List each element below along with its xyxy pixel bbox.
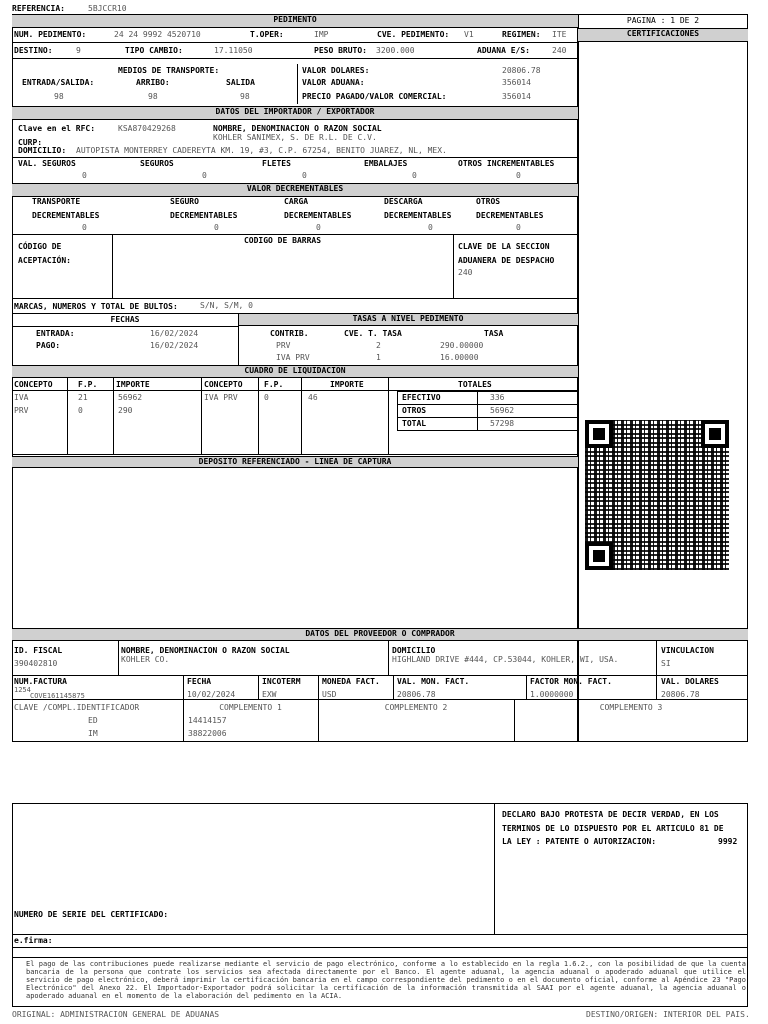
rfc-label: Clave en el RFC: (18, 124, 96, 133)
transporte-dec-label-2: DECREMENTABLES (32, 211, 100, 220)
fecha-pago-value: 16/02/2024 (150, 341, 199, 350)
aduana-value: 240 (552, 46, 567, 55)
precio-pagado-label: PRECIO PAGADO/VALOR COMERCIAL: (302, 92, 447, 101)
t-oper-label: T.OPER: (250, 30, 284, 39)
compl-row-1-clave: ED (88, 716, 98, 725)
embalajes-value: 0 (412, 171, 417, 180)
pedimento-title: PEDIMENTO (12, 14, 578, 28)
liq-header-importe-1: IMPORTE (116, 380, 150, 389)
id-fiscal-label: ID. FISCAL (14, 646, 63, 655)
liq-row-2-fp: 0 (78, 406, 83, 415)
arribo-value: 98 (148, 92, 158, 101)
seguro-dec-label: SEGURO (170, 197, 199, 206)
liq-row-2-concepto: PRV (14, 406, 29, 415)
fecha-entrada-value: 16/02/2024 (150, 329, 199, 338)
referencia-label: REFERENCIA: (12, 4, 65, 13)
decrementables-title: VALOR DECREMENTABLES (12, 183, 578, 197)
fletes-value: 0 (302, 171, 307, 180)
clave-seccion-label-2: ADUANERA DE DESPACHO (458, 256, 555, 265)
num-pedimento-label: NUM. PEDIMENTO: (14, 30, 87, 39)
fletes-label: FLETES (262, 159, 291, 168)
efirma-label: e.firma: (14, 936, 53, 945)
compl-header-3: COMPLEMENTO 3 (599, 703, 663, 712)
seguro-dec-label-2: DECREMENTABLES (170, 211, 238, 220)
marcas-value: S/N, S/M, 0 (200, 301, 253, 310)
tasas-header-tasa: TASA (484, 329, 504, 338)
proveedor-nombre-value: KOHLER CO. (121, 655, 170, 664)
factura-factor-value: 1.0000000 (530, 690, 574, 699)
tasas-row-1-cve: 2 (376, 341, 381, 350)
legal-notice: El pago de las contribuciones puede realizarse mediante el servicio de pago electrónico, conforme a lo establecido en la regla 1.6.2., con la posibilidad de que la cuenta bancaria de la persona que contrate los servicios sea afectada directamente por el Banco. El agente aduanal, la agencia aduanal o apoderado aduanal que utilice el servicio de pago electrónico, deberá imprimir la certificación bancaria en el campo correspondiente del pedimento o en el documento oficial, conforme al Apéndice 23 "Pago Electrónico" del Anexo 22. El Importador-Exportador podrá solicitar la certificación de la información transmitida al SAAI por el agente aduanal, la agencia aduanal o apoderado aduanal en el momento de la elaboración del pedimento en la ACIA. (26, 960, 746, 1000)
compl-header-2: COMPLEMENTO 2 (384, 703, 448, 712)
compl-header-1: COMPLEMENTO 1 (219, 703, 282, 712)
transporte-dec-value: 0 (82, 223, 87, 232)
factura-header-val-dolares: VAL. DOLARES (661, 677, 719, 686)
rfc-value: KSA870429268 (118, 124, 176, 133)
tasas-row-2-contrib: IVA PRV (276, 353, 310, 362)
seguros-value: 0 (202, 171, 207, 180)
tasas-row-2-tasa: 16.00000 (440, 353, 479, 362)
aduana-label: ADUANA E/S: (477, 46, 530, 55)
numero-serie-label: NUMERO DE SERIE DEL CERTIFICADO: (14, 910, 169, 919)
factura-val-mon-value: 20806.78 (397, 690, 436, 699)
otros-incrementables-value: 0 (516, 171, 521, 180)
tipo-cambio-value: 17.11050 (214, 46, 253, 55)
factura-val-dolares-value: 20806.78 (661, 690, 700, 699)
valor-dolares-value: 20806.78 (502, 66, 541, 75)
codigo-barras-label: CODIGO DE BARRAS (243, 236, 322, 245)
factura-header-num: NUM.FACTURA (14, 677, 67, 686)
liq-row-1-fp: 21 (78, 393, 88, 402)
otros-dec-label-2: DECREMENTABLES (476, 211, 544, 220)
carga-dec-label-2: DECREMENTABLES (284, 211, 352, 220)
factura-cove-value: COVE161145875 (30, 692, 85, 700)
fechas-title: FECHAS (110, 315, 140, 324)
fecha-pago-label: PAGO: (36, 341, 61, 350)
codigo-aceptacion-label-2: ACEPTACIÓN: (18, 256, 71, 265)
totales-efectivo-label: EFECTIVO (402, 393, 441, 402)
regimen-label: REGIMEN: (502, 30, 541, 39)
importador-nombre-label: NOMBRE, DENOMINACION O RAZON SOCIAL (213, 124, 382, 133)
descarga-dec-label-2: DECREMENTABLES (384, 211, 452, 220)
curp-label: CURP: (18, 138, 43, 147)
id-fiscal-value: 390402810 (14, 659, 58, 668)
compl-row-2-clave: IM (88, 729, 98, 738)
precio-pagado-value: 356014 (502, 92, 531, 101)
totales-efectivo-value: 336 (490, 393, 505, 402)
transporte-dec-label: TRANSPORTE (32, 197, 81, 206)
valor-aduana-label: VALOR ADUANA: (302, 78, 365, 87)
destino-value: 9 (76, 46, 81, 55)
qr-finder-bottom-left (585, 542, 613, 570)
referencia-value: 5BJCCR10 (88, 4, 127, 13)
liq-row-1-concepto-2: IVA PRV (204, 393, 238, 402)
arribo-label: ARRIBO: (136, 78, 170, 87)
clave-seccion-value: 240 (458, 268, 473, 277)
declaro-line-1: DECLARO BAJO PROTESTA DE DECIR VERDAD, EN LOS (502, 810, 719, 819)
tasas-row-2-cve: 1 (376, 353, 381, 362)
importador-nombre-value: KOHLER SANIMEX, S. DE R.L. DE C.V. (213, 133, 377, 142)
patente-value: 9992 (718, 837, 738, 846)
regimen-value: ITE (552, 30, 567, 39)
compl-row-1-valor: 14414157 (188, 716, 227, 725)
tipo-cambio-label: TIPO CAMBIO: (125, 46, 183, 55)
certificaciones-title: CERTIFICACIONES (578, 28, 748, 42)
factura-incoterm-value: EXW (262, 690, 277, 699)
liquidacion-title: CUADRO DE LIQUIDACION (12, 365, 578, 378)
qr-finder-top-left (585, 420, 613, 448)
totales-otros-value: 56962 (490, 406, 515, 415)
tasas-title: TASAS A NIVEL PEDIMENTO (238, 313, 578, 326)
codigo-aceptacion-label-1: CÓDIGO DE (18, 242, 62, 251)
entrada-salida-value: 98 (54, 92, 64, 101)
seguros-label: SEGUROS (140, 159, 174, 168)
factura-fecha-value: 10/02/2024 (187, 690, 236, 699)
descarga-dec-label: DESCARGA (384, 197, 423, 206)
factura-header-val-mon: VAL. MON. FACT. (397, 677, 470, 686)
declaro-line-2: TERMINOS DE LO DISPUESTO POR EL ARTICULO 81 DE (502, 824, 724, 833)
seguro-dec-value: 0 (214, 223, 219, 232)
liq-header-importe-2: IMPORTE (330, 380, 364, 389)
factura-header-fecha: FECHA (187, 677, 212, 686)
cve-pedimento-value: V1 (464, 30, 474, 39)
clave-seccion-label-1: CLAVE DE LA SECCION (458, 242, 550, 251)
carga-dec-label: CARGA (284, 197, 309, 206)
vinculacion-label: VINCULACION (661, 646, 714, 655)
liq-header-concepto-2: CONCEPTO (204, 380, 243, 389)
otros-dec-label: OTROS (476, 197, 501, 206)
liq-header-fp-1: F.P. (78, 380, 98, 389)
totales-otros-label: OTROS (402, 406, 427, 415)
valor-dolares-label: VALOR DOLARES: (302, 66, 370, 75)
proveedor-nombre-label: NOMBRE, DENOMINACION O RAZON SOCIAL (121, 646, 290, 655)
factura-moneda-value: USD (322, 690, 337, 699)
tasas-row-1-contrib: PRV (276, 341, 291, 350)
factura-header-incoterm: INCOTERM (262, 677, 301, 686)
pagina-label: PAGINA : 1 DE 2 (626, 16, 700, 25)
domicilio-value: AUTOPISTA MONTERREY CADEREYTA KM. 19, #3, C.P. 67254, BENITO JUAREZ, NL, MEX. (76, 146, 447, 155)
liq-header-totales: TOTALES (458, 380, 492, 389)
otros-dec-value: 0 (516, 223, 521, 232)
salida-label: SALIDA (226, 78, 255, 87)
valor-aduana-value: 356014 (502, 78, 531, 87)
salida-value: 98 (240, 92, 250, 101)
declaro-line-3: LA LEY : PATENTE O AUTORIZACION: (502, 837, 657, 846)
compl-header-clave: CLAVE /COMPL.IDENTIFICADOR (14, 703, 140, 712)
marcas-label: MARCAS, NUMEROS Y TOTAL DE BULTOS: (14, 302, 178, 311)
carga-dec-value: 0 (316, 223, 321, 232)
footer-original: ORIGINAL: ADMINISTRACION GENERAL DE ADUANAS (12, 1010, 220, 1019)
qr-finder-top-right (701, 420, 729, 448)
peso-bruto-value: 3200.000 (376, 46, 415, 55)
liq-row-1-importe-2: 46 (308, 393, 318, 402)
deposito-title: DEPOSITO REFERENCIADO - LINEA DE CAPTURA (12, 456, 578, 468)
compl-row-2-valor: 38822006 (188, 729, 227, 738)
val-seguros-value: 0 (82, 171, 87, 180)
liq-row-1-concepto: IVA (14, 393, 29, 402)
cve-pedimento-label: CVE. PEDIMENTO: (377, 30, 450, 39)
num-pedimento-value: 24 24 9992 4520710 (114, 30, 201, 39)
liq-header-fp-2: F.P. (264, 380, 284, 389)
qr-code (585, 420, 729, 570)
totales-total-label: TOTAL (402, 419, 427, 428)
destino-label: DESTINO: (14, 46, 53, 55)
liq-header-concepto-1: CONCEPTO (14, 380, 53, 389)
val-seguros-label: VAL. SEGUROS (18, 159, 76, 168)
descarga-dec-value: 0 (428, 223, 433, 232)
proveedor-title: DATOS DEL PROVEEDOR O COMPRADOR (12, 628, 748, 641)
liq-row-1-fp-2: 0 (264, 393, 269, 402)
medios-transporte-label: MEDIOS DE TRANSPORTE: (118, 66, 220, 75)
tasas-header-contrib: CONTRIB. (270, 329, 309, 338)
entrada-salida-label: ENTRADA/SALIDA: (22, 78, 95, 87)
proveedor-domicilio-label: DOMICILIO (392, 646, 436, 655)
factura-header-moneda: MONEDA FACT. (322, 677, 380, 686)
footer-destino: DESTINO/ORIGEN: INTERIOR DEL PAIS. (586, 1010, 750, 1019)
fecha-entrada-label: ENTRADA: (36, 329, 75, 338)
embalajes-label: EMBALAJES (364, 159, 408, 168)
importador-title: DATOS DEL IMPORTADOR / EXPORTADOR (12, 106, 578, 120)
factura-header-factor: FACTOR MON. FACT. (530, 677, 612, 686)
tasas-header-cve: CVE. T. TASA (344, 329, 402, 338)
peso-bruto-label: PESO BRUTO: (314, 46, 367, 55)
liq-row-2-importe: 290 (118, 406, 133, 415)
proveedor-domicilio-value: HIGHLAND DRIVE #444, CP.53044, KOHLER, WI, USA. (392, 655, 619, 664)
vinculacion-value: SI (661, 659, 671, 668)
otros-incrementables-label: OTROS INCREMENTABLES (458, 159, 555, 168)
tasas-row-1-tasa: 290.00000 (440, 341, 484, 350)
totales-total-value: 57298 (490, 419, 515, 428)
factura-num-value: 1254 (14, 686, 31, 694)
t-oper-value: IMP (314, 30, 329, 39)
liq-row-1-importe: 56962 (118, 393, 143, 402)
domicilio-label: DOMICILIO: (18, 146, 67, 155)
